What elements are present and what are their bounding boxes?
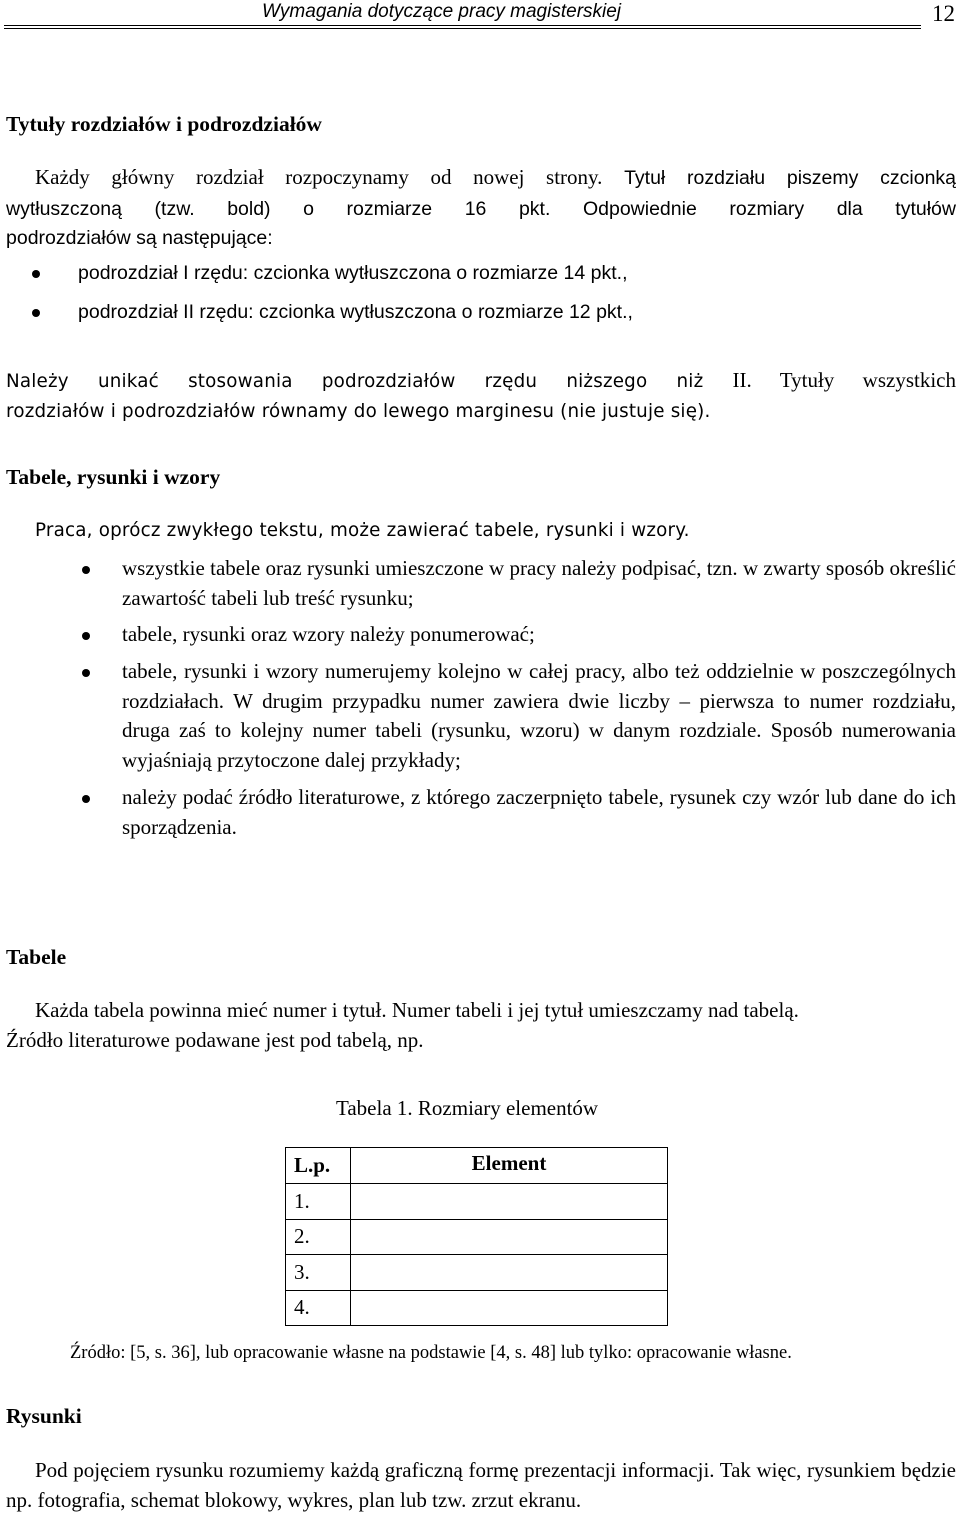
bullet-icon	[32, 270, 40, 278]
table-cell: 4.	[286, 1290, 351, 1326]
running-header	[0, 0, 960, 40]
bullet-icon	[82, 632, 90, 640]
section-heading: Tabele	[6, 945, 67, 969]
header-rule	[4, 25, 921, 26]
table-caption: Tabela 1. Rozmiary elementów	[336, 1096, 599, 1120]
list-item: należy podać źródło literaturowe, z którego zaczerpnięto tabele, rysunek czy wzór lub dane do ich sporządzenia.	[122, 785, 956, 839]
paragraph-line: rozdziałów i podrozdziałów równamy do lewego marginesu (nie justuje się).	[6, 400, 711, 422]
bullet-icon	[82, 566, 90, 574]
paragraph-line: Źródło literaturowe podawane jest pod tabelą, np.	[6, 1027, 424, 1052]
table-cell	[351, 1219, 668, 1255]
paragraph-line: Należy unikać stosowania podrozdziałów rzędu niższego niż II. Tytuły wszystkich	[6, 368, 956, 392]
paragraph	[6, 366, 956, 426]
section-heading: Tytuły rozdziałów i podrozdziałów	[6, 112, 322, 136]
list-item: podrozdział I rzędu: czcionka wytłuszczona o rozmiarze 14 pkt.,	[78, 262, 628, 284]
table-header-row	[286, 1148, 668, 1184]
list-item: wszystkie tabele oraz rysunki umieszczone w pracy należy podpisać, tzn. w zwarty sposób określić zawartość tabeli lub treść rysunku;	[122, 556, 956, 610]
table-cell: 2.	[286, 1219, 351, 1255]
table-cell	[351, 1255, 668, 1291]
bullet-icon	[82, 795, 90, 803]
page-number: 12	[932, 1, 955, 26]
table-source-note: Źródło: [5, s. 36], lub opracowanie własne na podstawie [4, s. 48] lub tylko: opracowanie własne.	[70, 1343, 792, 1363]
section-heading: Rysunki	[6, 1404, 82, 1428]
table-cell: 1.	[286, 1184, 351, 1220]
data-table	[285, 1147, 668, 1326]
paragraph-line: Każdy główny rozdział rozpoczynamy od nowej strony. Tytuł rozdziału piszemy czcionką	[35, 165, 957, 189]
paragraph	[6, 163, 956, 254]
table-row	[286, 1184, 668, 1220]
table-cell	[351, 1290, 668, 1326]
table-cell: 3.	[286, 1255, 351, 1291]
paragraph-line: wytłuszczoną (tzw. bold) o rozmiarze 16 pkt. Odpowiednie rozmiary dla tytułów	[6, 197, 956, 220]
list-item: podrozdział II rzędu: czcionka wytłuszczona o rozmiarze 12 pkt.,	[78, 301, 633, 323]
table-header-cell: L.p.	[286, 1148, 351, 1184]
table-row	[286, 1219, 668, 1255]
section-heading: Tabele, rysunki i wzory	[6, 465, 221, 489]
paragraph: Praca, oprócz zwykłego tekstu, może zawierać tabele, rysunki i wzory.	[35, 520, 690, 541]
paragraph-line: podrozdziałów są następujące:	[6, 227, 273, 249]
table-row	[286, 1255, 668, 1291]
header-rule	[4, 28, 921, 29]
header-title: Wymagania dotyczące pracy magisterskiej	[262, 1, 622, 22]
bullet-icon	[82, 669, 90, 677]
paragraph-line: Każda tabela powinna mieć numer i tytuł. Numer tabeli i jej tytuł umieszczamy nad tabelą.	[35, 998, 799, 1022]
bullet-icon	[32, 309, 40, 317]
paragraph: Pod pojęciem rysunku rozumiemy każdą graficzną formę prezentacji informacji. Tak więc, rysunkiem będzie np. fotografia, schemat blokowy, wykres, plan lub tzw. zrzut ekranu.	[6, 1458, 956, 1512]
list-item: tabele, rysunki i wzory numerujemy kolejno w całej pracy, albo też oddzielnie w poszczególnych rozdziałach. W drugim przypadku numer zawiera dwie liczby – pierwsza to numer rozdziału, druga zaś to kolejny numer tabeli (rysunku, wzoru) w danym rozdziale. Sposób numerowania wyjaśniają przytoczone dalej przykłady;	[122, 659, 956, 772]
list-item: tabele, rysunki oraz wzory należy ponumerować;	[122, 622, 535, 646]
paragraph	[6, 996, 956, 1055]
table-header-cell: Element	[351, 1148, 668, 1184]
table-cell	[351, 1184, 668, 1220]
table-row	[286, 1290, 668, 1326]
